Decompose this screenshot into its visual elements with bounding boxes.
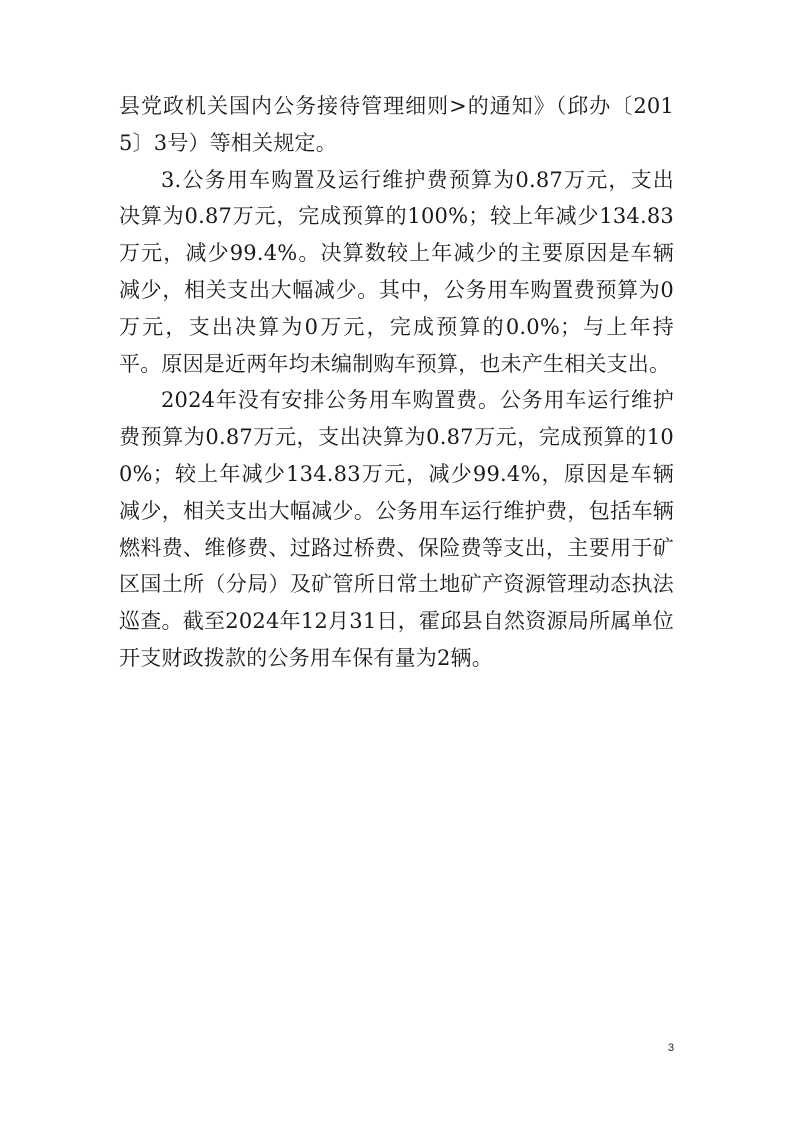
paragraph-vehicle-maintenance: 2024年没有安排公务用车购置费。公务用车运行维护费预算为0.87万元，支出决算为0.87万元，完成预算的100%；较上年减少134.83万元，减少99.4%，原因是车辆减少，相关支出大幅减少。公务用车运行维护费，包括车辆燃料费、维修费、过路过桥费、保险费等支出，主要用于矿区国土所（分局）及矿管所日常土地矿产资源管理动态执法巡查。截至2024年12月31日，霍邱县自然资源局所属单位开支财政拨款的公务用车保有量为2辆。 <box>119 388 674 670</box>
paragraph-vehicle-budget: 3.公务用车购置及运行维护费预算为0.87万元，支出决算为0.87万元，完成预算的100%；较上年减少134.83万元，减少99.4%。决算数较上年减少的主要原因是车辆减少，相关支出大幅减少。其中，公务用车购置费预算为0万元，支出决算为0万元，完成预算的0.0%；与上年持平。原因是近两年均未编制购车预算，也未产生相关支出。 <box>119 167 674 376</box>
paragraph-continuation: 县党政机关国内公务接待管理细则>的通知》（邱办〔2015〕3号）等相关规定。 <box>119 94 674 155</box>
page-number: 3 <box>667 1042 675 1054</box>
document-body <box>119 88 674 677</box>
